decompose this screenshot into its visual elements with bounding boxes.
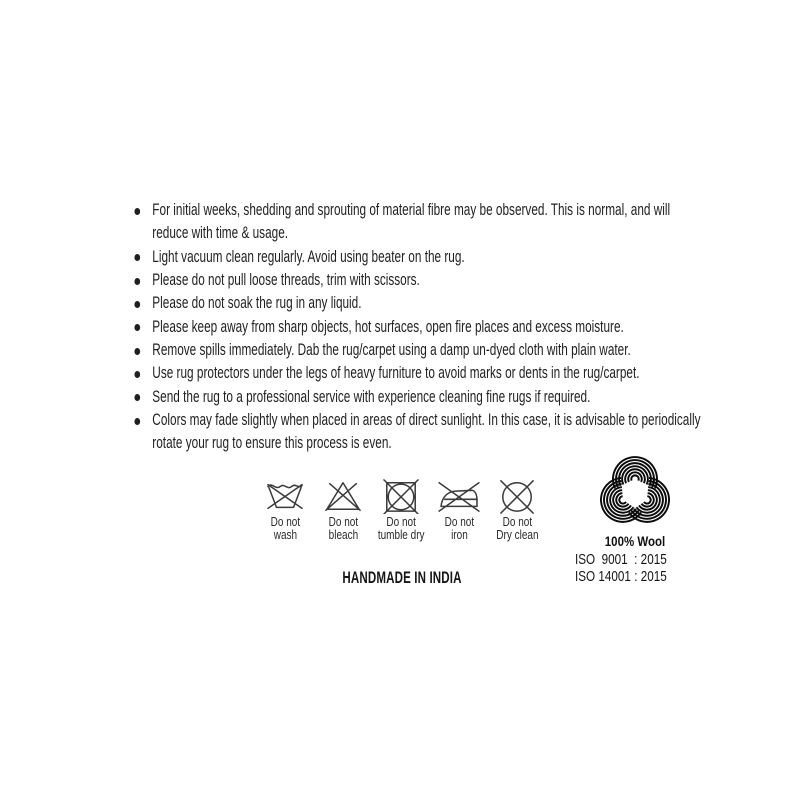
woolmark-logo xyxy=(598,454,672,530)
care-symbol-do-not-bleach xyxy=(314,478,372,542)
care-instructions-list xyxy=(133,199,704,456)
care-symbol-do-not-dry-clean xyxy=(488,478,546,542)
wool-certification-block xyxy=(575,454,695,549)
care-symbol-do-not-iron xyxy=(430,478,488,542)
handmade-label: HANDMADE IN INDIA xyxy=(342,568,462,587)
iso-9001-line: ISO 9001 : 2015 xyxy=(575,551,667,568)
care-instruction-item: Colors may fade slightly when placed in areas of direct sunlight. In this case, it is advisable to periodically rotate your rug to ensure this process is even. xyxy=(152,409,704,456)
care-instruction-item: Please do not pull loose threads, trim with scissors. xyxy=(152,269,704,292)
care-instruction-item: Light vacuum clean regularly. Avoid using beater on the rug. xyxy=(152,246,704,269)
iso-14001-line: ISO 14001 : 2015 xyxy=(575,567,667,585)
care-instruction-item: For initial weeks, shedding and sprouting of material fibre may be observed. This is normal, and will reduce with time & usage. xyxy=(152,199,704,246)
care-instruction-item: Please keep away from sharp objects, hot surfaces, open fire places and excess moisture. xyxy=(152,316,704,339)
care-symbol-label: Do not iron xyxy=(444,515,474,542)
care-symbol-do-not-wash xyxy=(256,478,314,542)
care-symbol-label: Do not wash xyxy=(270,515,300,542)
care-symbol-do-not-tumble-dry xyxy=(372,478,430,542)
do-not-dry-clean-icon xyxy=(496,478,538,514)
wool-percentage-label: 100% Wool xyxy=(604,533,666,549)
iso-certifications xyxy=(575,552,667,586)
do-not-bleach-icon xyxy=(322,478,364,514)
do-not-tumble-dry-icon xyxy=(380,478,422,514)
care-symbol-label: Do not tumble dry xyxy=(377,515,425,542)
care-instruction-item: Send the rug to a professional service with experience cleaning fine rugs if required. xyxy=(152,386,704,409)
care-instruction-item: Remove spills immediately. Dab the rug/carpet using a damp un-dyed cloth with plain water. xyxy=(152,339,704,362)
do-not-wash-icon xyxy=(264,478,306,514)
care-instruction-item: Please do not soak the rug in any liquid. xyxy=(152,292,704,315)
care-symbols-row xyxy=(256,478,546,542)
care-symbol-label: Do not bleach xyxy=(328,515,358,542)
care-instruction-item: Use rug protectors under the legs of heavy furniture to avoid marks or dents in the rug/carpet. xyxy=(152,362,704,385)
do-not-iron-icon xyxy=(438,478,480,514)
care-symbol-label: Do not Dry clean xyxy=(495,515,539,542)
